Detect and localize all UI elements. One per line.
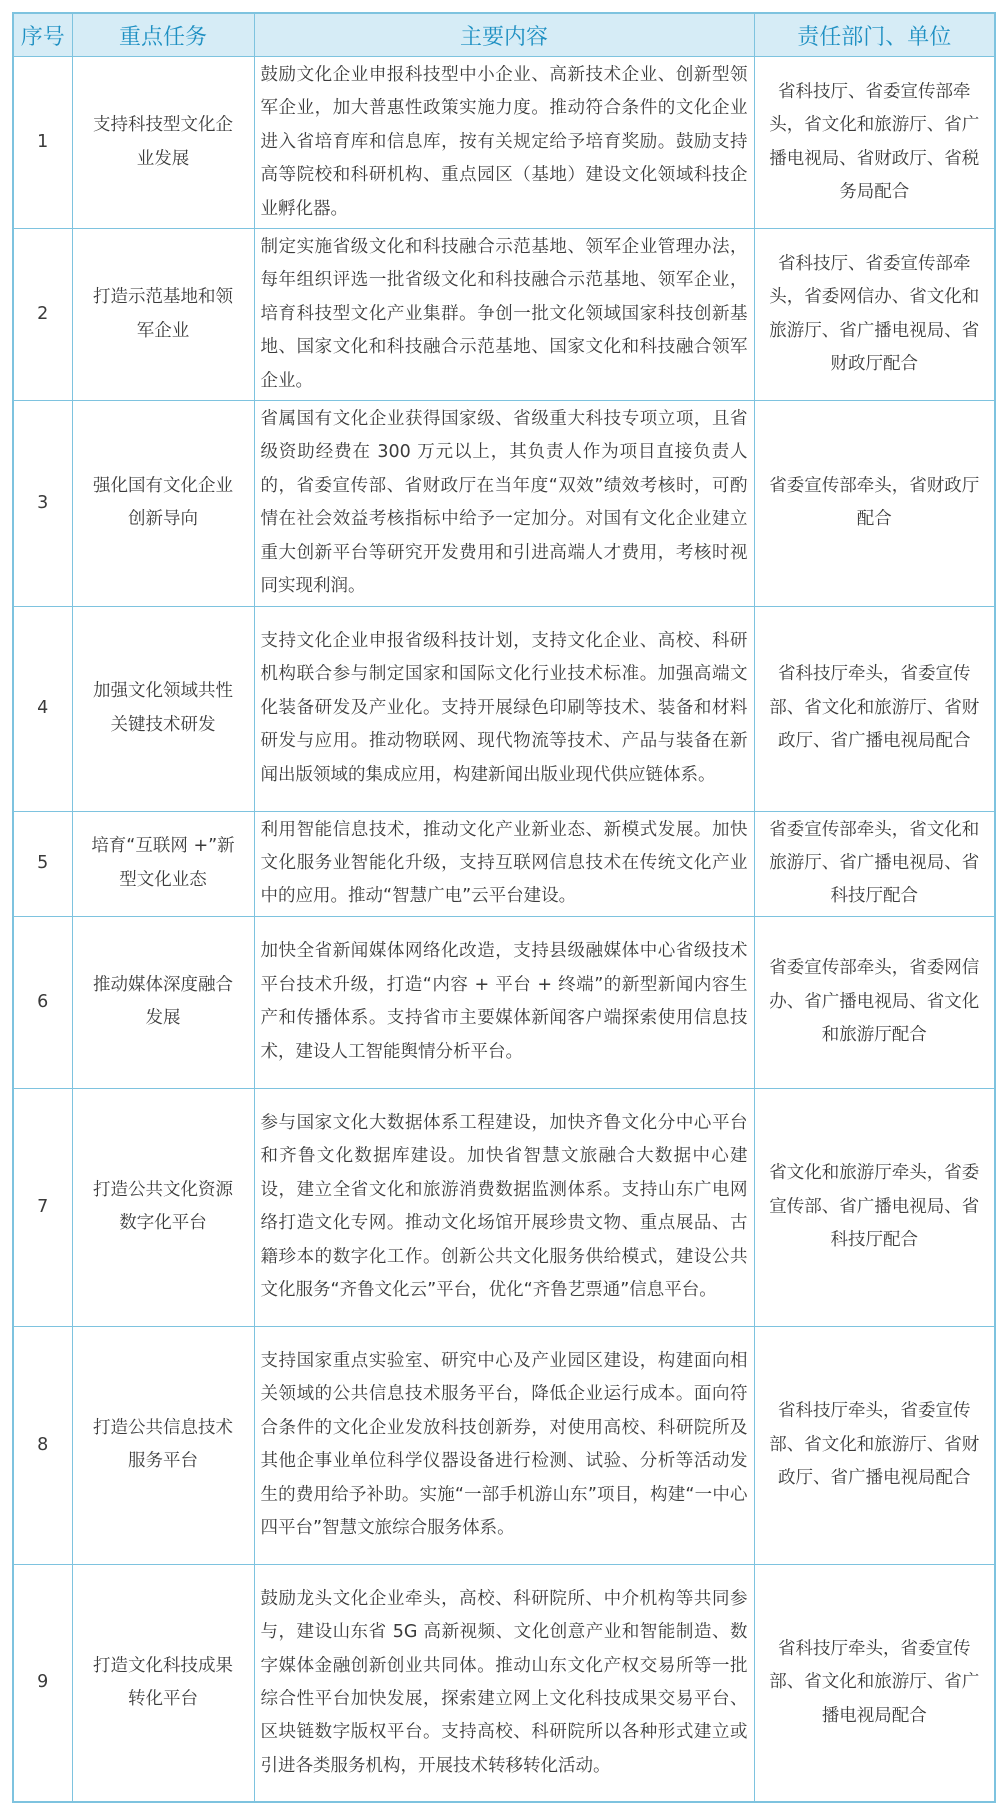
row-dept: 省科技厅牵头，省委宣传部、省文化和旅游厅、省财政厅、省广播电视局配合: [754, 606, 995, 811]
row-task: 打造公共信息技术服务平台: [72, 1326, 254, 1564]
header-dept: 责任部门、单位: [754, 13, 995, 57]
row-task: 加强文化领域共性关键技术研发: [72, 606, 254, 811]
row-dept: 省科技厅牵头，省委宣传部、省文化和旅游厅、省财政厅、省广播电视局配合: [754, 1326, 995, 1564]
row-number: 8: [13, 1326, 72, 1564]
row-task: 打造示范基地和领军企业: [72, 229, 254, 401]
header-task: 重点任务: [72, 13, 254, 57]
row-task: 打造公共文化资源数字化平台: [72, 1088, 254, 1326]
table-row: [13, 1326, 995, 1564]
row-number: 9: [13, 1564, 72, 1802]
row-content: 省属国有文化企业获得国家级、省级重大科技专项立项，且省级资助经费在 300 万元以上，其负责人作为项目直接负责人的，省委宣传部、省财政厅在当年度“双效”绩效考核时，可酌情在社会效益考核指标中给予一定加分。对国有文化企业建立重大创新平台等研究开发费用和引进高端人才费用，考核时视同实现利润。: [254, 401, 754, 606]
table-row: [13, 57, 995, 229]
row-content: 鼓励文化企业申报科技型中小企业、高新技术企业、创新型领军企业，加大普惠性政策实施力度。推动符合条件的文化企业进入省培育库和信息库，按有关规定给予培育奖励。鼓励支持高等院校和科研机构、重点园区（基地）建设文化领域科技企业孵化器。: [254, 57, 754, 229]
task-table: [12, 12, 996, 1803]
row-number: 2: [13, 229, 72, 401]
row-content: 加快全省新闻媒体网络化改造，支持县级融媒体中心省级技术平台技术升级，打造“内容 + 平台 + 终端”的新型新闻内容生产和传播体系。支持省市主要媒体新闻客户端探索使用信息技术，建设人工智能舆情分析平台。: [254, 916, 754, 1088]
table-row: [13, 229, 995, 401]
row-dept: 省委宣传部牵头，省委网信办、省广播电视局、省文化和旅游厅配合: [754, 916, 995, 1088]
table-header-row: [13, 13, 995, 57]
row-task: 支持科技型文化企业发展: [72, 57, 254, 229]
row-number: 6: [13, 916, 72, 1088]
row-content: 支持国家重点实验室、研究中心及产业园区建设，构建面向相关领域的公共信息技术服务平台，降低企业运行成本。面向符合条件的文化企业发放科技创新券，对使用高校、科研院所及其他企事业单位科学仪器设备进行检测、试验、分析等活动发生的费用给予补助。实施“一部手机游山东”项目，构建“一中心四平台”智慧文旅综合服务体系。: [254, 1326, 754, 1564]
row-task: 推动媒体深度融合发展: [72, 916, 254, 1088]
row-task: 打造文化科技成果转化平台: [72, 1564, 254, 1802]
row-task: 培育“互联网 +”新型文化业态: [72, 811, 254, 916]
row-task: 强化国有文化企业创新导向: [72, 401, 254, 606]
row-number: 5: [13, 811, 72, 916]
row-dept: 省科技厅、省委宣传部牵头，省文化和旅游厅、省广播电视局、省财政厅、省税务局配合: [754, 57, 995, 229]
row-number: 3: [13, 401, 72, 606]
row-content: 参与国家文化大数据体系工程建设，加快齐鲁文化分中心平台和齐鲁文化数据库建设。加快省智慧文旅融合大数据中心建设，建立全省文化和旅游消费数据监测体系。支持山东广电网络打造文化专网。推动文化场馆开展珍贵文物、重点展品、古籍珍本的数字化工作。创新公共文化服务供给模式，建设公共文化服务“齐鲁文化云”平台，优化“齐鲁艺票通”信息平台。: [254, 1088, 754, 1326]
row-number: 1: [13, 57, 72, 229]
table-row: [13, 1564, 995, 1802]
table-row: [13, 606, 995, 811]
row-dept: 省委宣传部牵头，省财政厅配合: [754, 401, 995, 606]
row-content: 制定实施省级文化和科技融合示范基地、领军企业管理办法，每年组织评选一批省级文化和科技融合示范基地、领军企业，培育科技型文化产业集群。争创一批文化领域国家科技创新基地、国家文化和科技融合示范基地、国家文化和科技融合领军企业。: [254, 229, 754, 401]
row-content: 支持文化企业申报省级科技计划，支持文化企业、高校、科研机构联合参与制定国家和国际文化行业技术标准。加强高端文化装备研发及产业化。支持开展绿色印刷等技术、装备和材料研发与应用。推动物联网、现代物流等技术、产品与装备在新闻出版领域的集成应用，构建新闻出版业现代供应链体系。: [254, 606, 754, 811]
row-dept: 省科技厅、省委宣传部牵头，省委网信办、省文化和旅游厅、省广播电视局、省财政厅配合: [754, 229, 995, 401]
table-row: [13, 1088, 995, 1326]
row-number: 4: [13, 606, 72, 811]
header-content: 主要内容: [254, 13, 754, 57]
table-row: [13, 916, 995, 1088]
row-content: 利用智能信息技术，推动文化产业新业态、新模式发展。加快文化服务业智能化升级，支持互联网信息技术在传统文化产业中的应用。推动“智慧广电”云平台建设。: [254, 811, 754, 916]
header-no: 序号: [13, 13, 72, 57]
row-dept: 省委宣传部牵头，省文化和旅游厅、省广播电视局、省科技厅配合: [754, 811, 995, 916]
row-number: 7: [13, 1088, 72, 1326]
row-content: 鼓励龙头文化企业牵头，高校、科研院所、中介机构等共同参与，建设山东省 5G 高新视频、文化创意产业和智能制造、数字媒体金融创新创业共同体。推动山东文化产权交易所等一批综合性平台加快发展，探索建立网上文化科技成果交易平台、区块链数字版权平台。支持高校、科研院所以各种形式建立或引进各类服务机构，开展技术转移转化活动。: [254, 1564, 754, 1802]
row-dept: 省科技厅牵头，省委宣传部、省文化和旅游厅、省广播电视局配合: [754, 1564, 995, 1802]
table-row: [13, 401, 995, 606]
row-dept: 省文化和旅游厅牵头，省委宣传部、省广播电视局、省科技厅配合: [754, 1088, 995, 1326]
table-row: [13, 811, 995, 916]
